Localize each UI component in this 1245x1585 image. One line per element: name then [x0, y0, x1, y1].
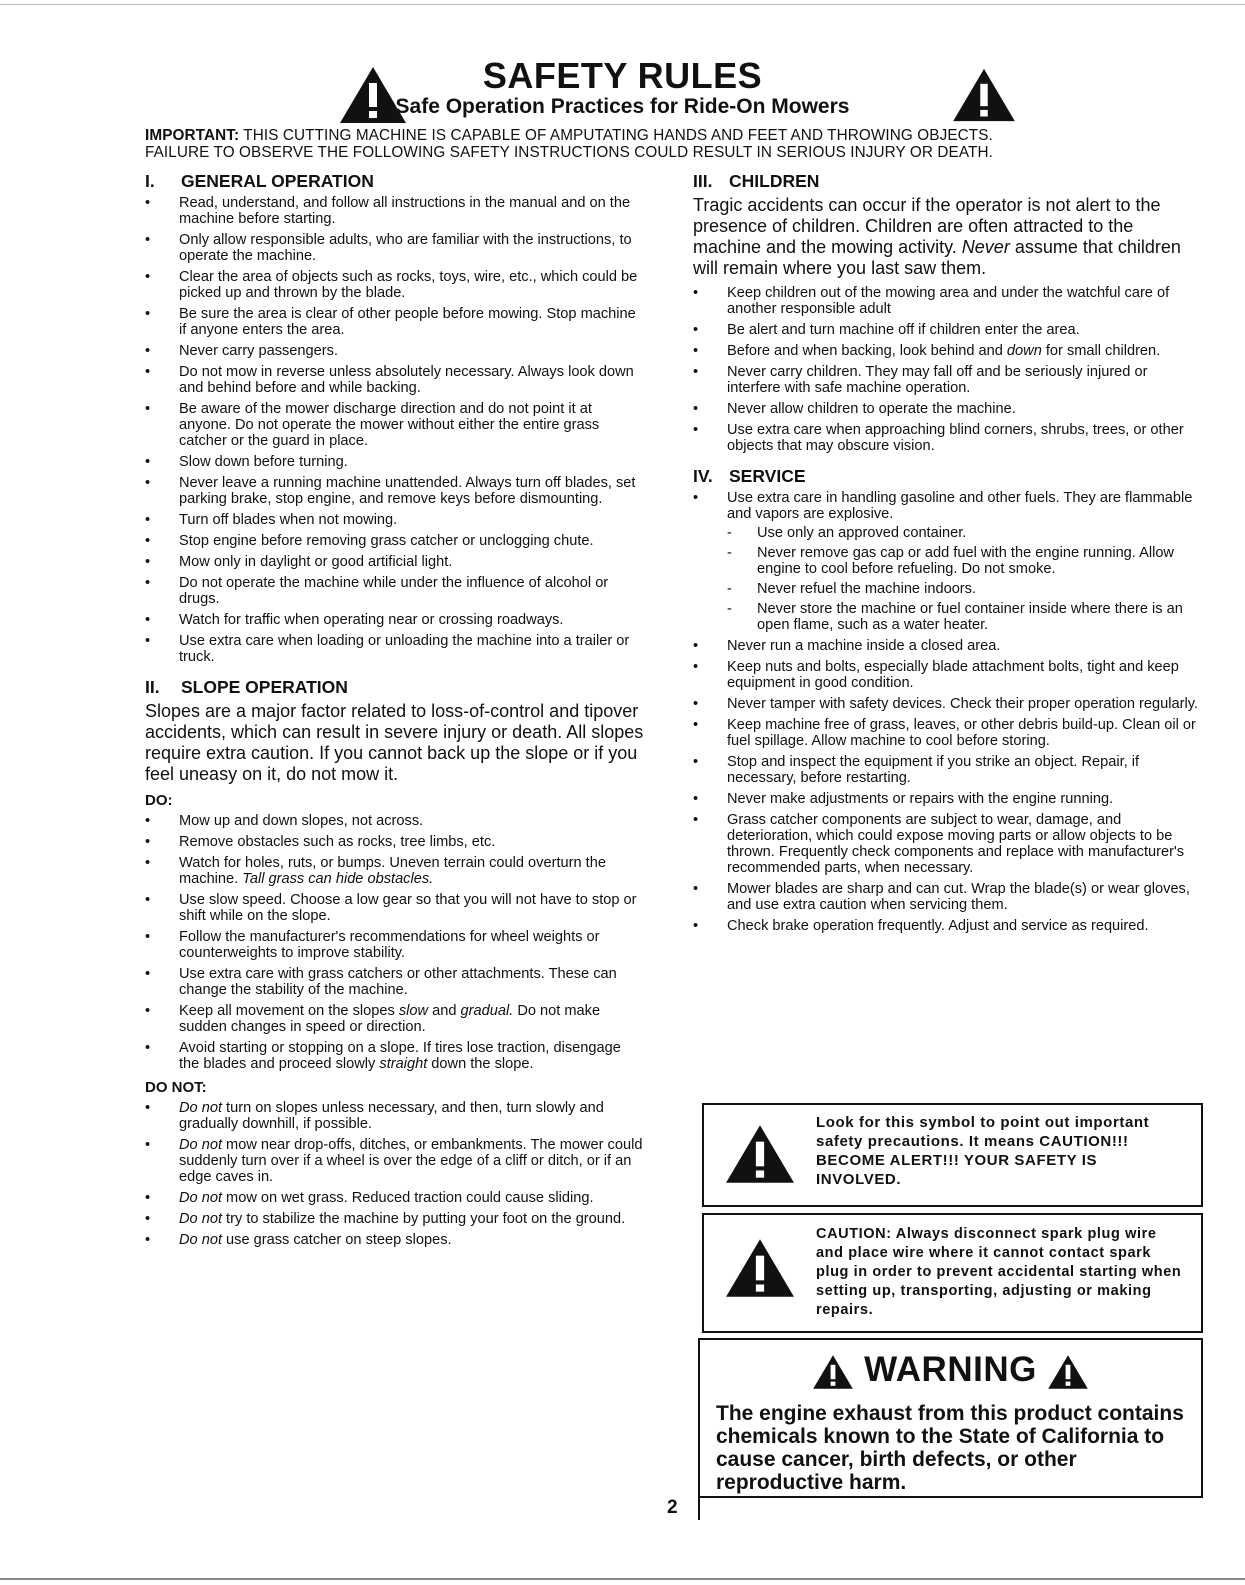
- warning-title: WARNING: [864, 1350, 1037, 1389]
- list-item: • Turn off blades when not mowing.: [145, 512, 645, 528]
- sublist-item: - Never remove gas cap or add fuel with the engine running. Allow engine to cool before refueling. Do not smoke.: [727, 545, 1203, 577]
- page-header: [0, 55, 1245, 118]
- section-slope-heading: II. SLOPE OPERATION: [145, 677, 348, 697]
- scan-edge-bottom: [0, 1578, 1245, 1580]
- important-line1: THIS CUTTING MACHINE IS CAPABLE OF AMPUTATING HANDS AND FEET AND THROWING OBJECTS.: [243, 127, 993, 144]
- general-list: [145, 195, 645, 665]
- section-service-heading: IV. SERVICE: [693, 466, 806, 486]
- list-item: • Do not mow near drop-offs, ditches, or embankments. The mower could suddenly turn over if a wheel is over the edge of a cliff or ditch, or if an edge caves in.: [145, 1137, 645, 1185]
- list-item: • Never run a machine inside a closed area.: [693, 638, 1203, 654]
- list-item: • Stop and inspect the equipment if you strike an object. Repair, if necessary, before restarting.: [693, 754, 1203, 786]
- right-column: [693, 173, 1203, 939]
- warning-box: [698, 1338, 1203, 1498]
- warning-body: The engine exhaust from this product contains chemicals known to the State of California to cause cancer, birth defects, or other reproductive harm.: [716, 1402, 1184, 1494]
- page-title: SAFETY RULES: [482, 55, 763, 96]
- list-item: • Do not turn on slopes unless necessary, and then, turn slowly and gradually downhill, if possible.: [145, 1100, 645, 1132]
- list-item: • Only allow responsible adults, who are familiar with the instructions, to operate the machine.: [145, 232, 645, 264]
- do-heading: DO:: [145, 792, 173, 809]
- do-not-list: [145, 1100, 645, 1248]
- children-intro: Tragic accidents can occur if the operator is not alert to the presence of children. Children are often attracted to the machine and the mowing activity. Never assume that children will remain where you last saw them.: [693, 195, 1181, 278]
- list-item: • Never leave a running machine unattended. Always turn off blades, set parking brake, stop engine, and remove keys before dismounting.: [145, 475, 645, 507]
- list-item: • Remove obstacles such as rocks, tree limbs, etc.: [145, 834, 645, 850]
- list-item: • Use extra care when loading or unloading the machine into a trailer or truck.: [145, 633, 645, 665]
- do-not-heading: DO NOT:: [145, 1079, 207, 1096]
- list-item: • Slow down before turning.: [145, 454, 645, 470]
- list-item: • Keep all movement on the slopes slow and gradual. Do not make sudden changes in speed or direction.: [145, 1003, 645, 1035]
- important-notice: [145, 127, 1205, 161]
- list-item: • Never make adjustments or repairs with the engine running.: [693, 791, 1203, 807]
- list-item: • Do not mow in reverse unless absolutely necessary. Always look down and behind before and while backing.: [145, 364, 645, 396]
- list-item: • Do not try to stabilize the machine by putting your foot on the ground.: [145, 1211, 645, 1227]
- list-item: • Avoid starting or stopping on a slope. If tires lose traction, disengage the blades and proceed slowly straight down the slope.: [145, 1040, 645, 1072]
- list-item: • Be sure the area is clear of other people before mowing. Stop machine if anyone enters the area.: [145, 306, 645, 338]
- list-item: • Never tamper with safety devices. Check their proper operation regularly.: [693, 696, 1203, 712]
- list-item: • Follow the manufacturer's recommendations for wheel weights or counterweights to improve stability.: [145, 929, 645, 961]
- list-item: • Do not mow on wet grass. Reduced traction could cause sliding.: [145, 1190, 645, 1206]
- list-item: • Never carry passengers.: [145, 343, 645, 359]
- warning-triangle-icon: [951, 67, 1017, 123]
- list-item: • Never carry children. They may fall off and be seriously injured or interfere with safe machine operation.: [693, 364, 1203, 396]
- list-item: • Use extra care in handling gasoline and other fuels. They are flammable and vapors are explosive. - Use only an approved container. - Never remove gas cap or add fuel with the engine running. Allow engine to cool before refueling. Do not smoke. - Never refuel the machine indoors. - Never store the machine or fuel container inside where there is an open flame, such as a water heater.: [693, 490, 1203, 633]
- list-item: • Keep nuts and bolts, especially blade attachment bolts, tight and keep equipment in good condition.: [693, 659, 1203, 691]
- list-item: • Do not use grass catcher on steep slopes.: [145, 1232, 645, 1248]
- do-list: [145, 813, 645, 1072]
- list-item: • Read, understand, and follow all instructions in the manual and on the machine before starting.: [145, 195, 645, 227]
- sublist-item: - Use only an approved container.: [727, 525, 1203, 541]
- important-label: IMPORTANT:: [145, 127, 240, 144]
- warning-title-row: [700, 1350, 1201, 1390]
- list-item: • Never allow children to operate the machine.: [693, 401, 1203, 417]
- warning-triangle-icon: [724, 1123, 796, 1185]
- caution-text: CAUTION: Always disconnect spark plug wire and place wire where it cannot contact spark plug in order to prevent accidental starting when setting up, transporting, adjusting or making repairs.: [816, 1226, 1182, 1318]
- caution-box: [702, 1213, 1203, 1333]
- list-item: • Mower blades are sharp and can cut. Wrap the blade(s) or wear gloves, and use extra caution when servicing them.: [693, 881, 1203, 913]
- symbol-notice-box: [702, 1103, 1203, 1207]
- page-number: 2: [667, 1497, 678, 1518]
- list-item: • Be alert and turn machine off if children enter the area.: [693, 322, 1203, 338]
- children-list: [693, 285, 1203, 454]
- warning-triangle-icon: [1047, 1354, 1089, 1390]
- important-line2: FAILURE TO OBSERVE THE FOLLOWING SAFETY INSTRUCTIONS COULD RESULT IN SERIOUS INJURY OR DEATH.: [145, 144, 993, 161]
- sublist-item: - Never refuel the machine indoors.: [727, 581, 1203, 597]
- list-item: • Be aware of the mower discharge direction and do not point it at anyone. Do not operate the mower without either the entire grass catcher or the guard in place.: [145, 401, 645, 449]
- list-item: • Before and when backing, look behind and down for small children.: [693, 343, 1203, 359]
- slope-intro: Slopes are a major factor related to loss-of-control and tipover accidents, which can result in severe injury or death. All slopes require extra caution. If you cannot back up the slope or if you feel uneasy on it, do not mow it.: [145, 701, 644, 784]
- service-list: [693, 490, 1203, 934]
- list-item: • Use extra care when approaching blind corners, shrubs, trees, or other objects that may obscure vision.: [693, 422, 1203, 454]
- page-subtitle: Safe Operation Practices for Ride-On Mowers: [395, 95, 850, 118]
- fuel-sublist: [727, 525, 1203, 633]
- warning-triangle-icon: [724, 1237, 796, 1299]
- list-item: • Clear the area of objects such as rocks, toys, wire, etc., which could be picked up and thrown by the blade.: [145, 269, 645, 301]
- divider: [698, 1494, 700, 1520]
- list-item: • Stop engine before removing grass catcher or unclogging chute.: [145, 533, 645, 549]
- list-item: • Watch for traffic when operating near or crossing roadways.: [145, 612, 645, 628]
- scan-edge-top: [0, 4, 1245, 5]
- section-general-heading: I. GENERAL OPERATION: [145, 171, 374, 191]
- list-item: • Keep children out of the mowing area and under the watchful care of another responsible adult: [693, 285, 1203, 317]
- list-item: • Use slow speed. Choose a low gear so that you will not have to stop or shift while on the slope.: [145, 892, 645, 924]
- sublist-item: - Never store the machine or fuel container inside where there is an open flame, such as a water heater.: [727, 601, 1203, 633]
- list-item: • Do not operate the machine while under the influence of alcohol or drugs.: [145, 575, 645, 607]
- list-item: • Keep machine free of grass, leaves, or other debris build-up. Clean oil or fuel spillage. Allow machine to cool before storing.: [693, 717, 1203, 749]
- list-item: • Grass catcher components are subject to wear, damage, and deterioration, which could expose moving parts or allow objects to be thrown. Frequently check components and replace with manufacturer's recommended parts, when necessary.: [693, 812, 1203, 876]
- warning-triangle-icon: [812, 1354, 854, 1390]
- symbol-notice-text: Look for this symbol to point out important safety precautions. It means CAUTION!!! BECOME ALERT!!! YOUR SAFETY IS INVOLVED.: [816, 1114, 1150, 1188]
- list-item: • Mow only in daylight or good artificial light.: [145, 554, 645, 570]
- list-item: • Use extra care with grass catchers or other attachments. These can change the stability of the machine.: [145, 966, 645, 998]
- list-item: • Watch for holes, ruts, or bumps. Uneven terrain could overturn the machine. Tall grass can hide obstacles.: [145, 855, 645, 887]
- left-column: [145, 173, 645, 1253]
- section-children-heading: III. CHILDREN: [693, 171, 820, 191]
- list-item: • Mow up and down slopes, not across.: [145, 813, 645, 829]
- list-item: • Check brake operation frequently. Adjust and service as required.: [693, 918, 1203, 934]
